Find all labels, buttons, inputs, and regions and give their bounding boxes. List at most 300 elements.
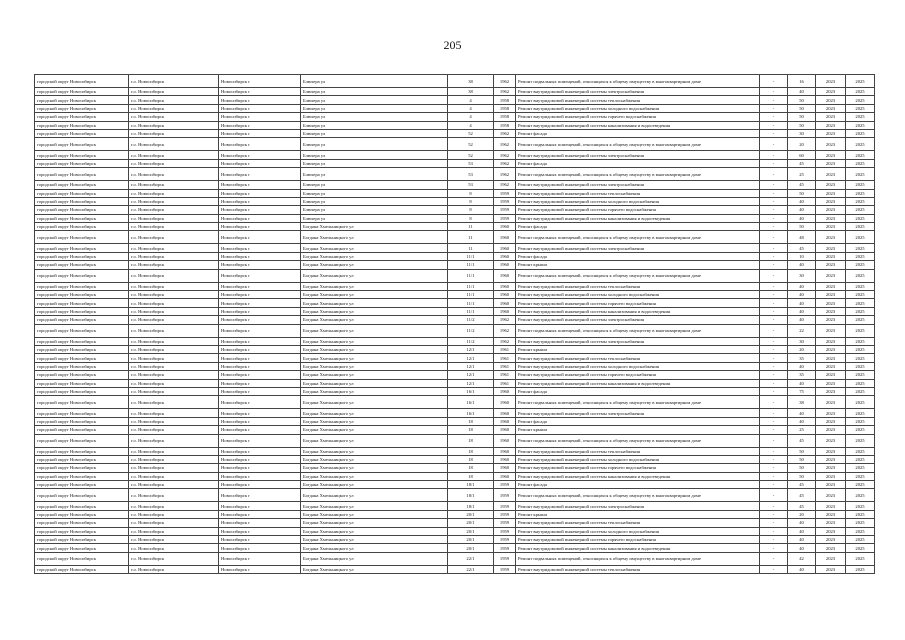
street-cell: Блюхера ул xyxy=(301,206,448,214)
table-row xyxy=(35,510,875,518)
settlement-cell: Новосибирск г xyxy=(219,447,301,455)
street-cell: Богдана Хмельницкого ул xyxy=(301,434,448,447)
dash-cell: - xyxy=(760,489,788,502)
district-cell: городской округ Новосибирск xyxy=(35,96,129,104)
municipality-cell: г.о. Новосибирск xyxy=(129,387,219,395)
street-cell: Богдана Хмельницкого ул xyxy=(301,396,448,409)
end-year-cell: 2025 xyxy=(846,552,875,565)
municipality-cell: г.о. Новосибирск xyxy=(129,527,219,535)
work-type-cell: Ремонт крыши xyxy=(516,426,760,434)
cost-cell: 40 xyxy=(788,379,816,387)
build-year-cell: 1960 xyxy=(494,396,516,409)
municipality-cell: г.о. Новосибирск xyxy=(129,502,219,510)
build-year-cell: 1962 xyxy=(494,181,516,189)
dash-cell: - xyxy=(760,324,788,337)
end-year-cell: 2025 xyxy=(846,481,875,489)
house-number-cell: 8 xyxy=(448,189,494,197)
municipality-cell: г.о. Новосибирск xyxy=(129,371,219,379)
settlement-cell: Новосибирск г xyxy=(219,565,301,573)
build-year-cell: 1962 xyxy=(494,129,516,137)
settlement-cell: Новосибирск г xyxy=(219,387,301,395)
district-cell: городской округ Новосибирск xyxy=(35,324,129,337)
table-row xyxy=(35,536,875,544)
settlement-cell: Новосибирск г xyxy=(219,159,301,167)
table-row xyxy=(35,269,875,282)
start-year-cell: 2023 xyxy=(816,282,846,290)
build-year-cell: 1960 xyxy=(494,434,516,447)
start-year-cell: 2023 xyxy=(816,138,846,151)
house-number-cell: 20/1 xyxy=(448,536,494,544)
district-cell: городской округ Новосибирск xyxy=(35,371,129,379)
work-type-cell: Ремонт внутридомовой инженерной системы теплоснабжения xyxy=(516,447,760,455)
municipality-cell: г.о. Новосибирск xyxy=(129,138,219,151)
build-year-cell: 1959 xyxy=(494,519,516,527)
street-cell: Блюхера ул xyxy=(301,104,448,112)
municipality-cell: г.о. Новосибирск xyxy=(129,168,219,181)
cost-cell: 50 xyxy=(788,96,816,104)
settlement-cell: Новосибирск г xyxy=(219,75,301,88)
cost-cell: 35 xyxy=(788,371,816,379)
cost-cell: 45 xyxy=(788,489,816,502)
end-year-cell: 2025 xyxy=(846,75,875,88)
work-type-cell: Ремонт подвальных помещений, относящихся к общему имуществу в многоквартирном доме xyxy=(516,269,760,282)
build-year-cell: 1960 xyxy=(494,409,516,417)
end-year-cell: 2025 xyxy=(846,244,875,252)
district-cell: городской округ Новосибирск xyxy=(35,316,129,324)
table-row xyxy=(35,282,875,290)
dash-cell: - xyxy=(760,299,788,307)
end-year-cell: 2025 xyxy=(846,181,875,189)
settlement-cell: Новосибирск г xyxy=(219,409,301,417)
street-cell: Блюхера ул xyxy=(301,96,448,104)
end-year-cell: 2025 xyxy=(846,544,875,552)
work-type-cell: Ремонт подвальных помещений, относящихся к общему имуществу в многоквартирном доме xyxy=(516,168,760,181)
start-year-cell: 2023 xyxy=(816,197,846,205)
street-cell: Богдана Хмельницкого ул xyxy=(301,362,448,370)
table-row xyxy=(35,362,875,370)
build-year-cell: 1960 xyxy=(494,223,516,231)
street-cell: Богдана Хмельницкого ул xyxy=(301,536,448,544)
municipality-cell: г.о. Новосибирск xyxy=(129,159,219,167)
build-year-cell: 1962 xyxy=(494,168,516,181)
municipality-cell: г.о. Новосибирск xyxy=(129,181,219,189)
settlement-cell: Новосибирск г xyxy=(219,104,301,112)
municipality-cell: г.о. Новосибирск xyxy=(129,324,219,337)
build-year-cell: 1960 xyxy=(494,261,516,269)
municipality-cell: г.о. Новосибирск xyxy=(129,197,219,205)
build-year-cell: 1960 xyxy=(494,387,516,395)
district-cell: городской округ Новосибирск xyxy=(35,104,129,112)
district-cell: городской округ Новосибирск xyxy=(35,151,129,159)
street-cell: Богдана Хмельницкого ул xyxy=(301,337,448,345)
cost-cell: 50 xyxy=(788,113,816,121)
house-number-cell: 18 xyxy=(448,434,494,447)
dash-cell: - xyxy=(760,387,788,395)
house-number-cell: 22/1 xyxy=(448,552,494,565)
build-year-cell: 1960 xyxy=(494,252,516,260)
cost-cell: 25 xyxy=(788,426,816,434)
settlement-cell: Новосибирск г xyxy=(219,464,301,472)
start-year-cell: 2023 xyxy=(816,409,846,417)
end-year-cell: 2025 xyxy=(846,409,875,417)
build-year-cell: 1959 xyxy=(494,502,516,510)
end-year-cell: 2025 xyxy=(846,345,875,353)
district-cell: городской округ Новосибирск xyxy=(35,362,129,370)
municipality-cell: г.о. Новосибирск xyxy=(129,307,219,315)
table-row xyxy=(35,75,875,88)
street-cell: Блюхера ул xyxy=(301,129,448,137)
settlement-cell: Новосибирск г xyxy=(219,282,301,290)
table-row xyxy=(35,151,875,159)
start-year-cell: 2023 xyxy=(816,502,846,510)
table-row xyxy=(35,527,875,535)
start-year-cell: 2023 xyxy=(816,168,846,181)
work-type-cell: Ремонт внутридомовой инженерной системы канализования и водоотведения xyxy=(516,544,760,552)
build-year-cell: 1962 xyxy=(494,138,516,151)
municipality-cell: г.о. Новосибирск xyxy=(129,552,219,565)
table-row xyxy=(35,337,875,345)
end-year-cell: 2025 xyxy=(846,337,875,345)
street-cell: Богдана Хмельницкого ул xyxy=(301,371,448,379)
work-type-cell: Ремонт внутридомовой инженерной системы горячего водоснабжения xyxy=(516,536,760,544)
dash-cell: - xyxy=(760,536,788,544)
table-row xyxy=(35,544,875,552)
cost-cell: 40 xyxy=(788,417,816,425)
table-row xyxy=(35,316,875,324)
district-cell: городской округ Новосибирск xyxy=(35,291,129,299)
table-row xyxy=(35,138,875,151)
settlement-cell: Новосибирск г xyxy=(219,316,301,324)
start-year-cell: 2023 xyxy=(816,324,846,337)
work-type-cell: Ремонт внутридомовой инженерной системы горячего водоснабжения xyxy=(516,299,760,307)
work-type-cell: Ремонт подвальных помещений, относящихся к общему имуществу в многоквартирном доме xyxy=(516,75,760,88)
start-year-cell: 2023 xyxy=(816,181,846,189)
table-row xyxy=(35,481,875,489)
house-number-cell: 4 xyxy=(448,104,494,112)
table-row xyxy=(35,426,875,434)
start-year-cell: 2023 xyxy=(816,113,846,121)
end-year-cell: 2025 xyxy=(846,197,875,205)
dash-cell: - xyxy=(760,231,788,244)
house-number-cell: 20/1 xyxy=(448,519,494,527)
start-year-cell: 2023 xyxy=(816,396,846,409)
start-year-cell: 2023 xyxy=(816,269,846,282)
dash-cell: - xyxy=(760,544,788,552)
cost-cell: 45 xyxy=(788,502,816,510)
settlement-cell: Новосибирск г xyxy=(219,88,301,96)
cost-cell: 50 xyxy=(788,104,816,112)
table-row xyxy=(35,464,875,472)
district-cell: городской округ Новосибирск xyxy=(35,168,129,181)
house-number-cell: 18 xyxy=(448,472,494,480)
end-year-cell: 2025 xyxy=(846,168,875,181)
settlement-cell: Новосибирск г xyxy=(219,307,301,315)
start-year-cell: 2023 xyxy=(816,519,846,527)
end-year-cell: 2025 xyxy=(846,307,875,315)
dash-cell: - xyxy=(760,291,788,299)
cost-cell: 40 xyxy=(788,565,816,573)
street-cell: Богдана Хмельницкого ул xyxy=(301,345,448,353)
start-year-cell: 2023 xyxy=(816,151,846,159)
settlement-cell: Новосибирск г xyxy=(219,181,301,189)
street-cell: Богдана Хмельницкого ул xyxy=(301,231,448,244)
build-year-cell: 1962 xyxy=(494,151,516,159)
build-year-cell: 1960 xyxy=(494,307,516,315)
settlement-cell: Новосибирск г xyxy=(219,519,301,527)
dash-cell: - xyxy=(760,447,788,455)
district-cell: городской округ Новосибирск xyxy=(35,75,129,88)
dash-cell: - xyxy=(760,75,788,88)
table-row xyxy=(35,299,875,307)
district-cell: городской округ Новосибирск xyxy=(35,189,129,197)
cost-cell: 20 xyxy=(788,510,816,518)
work-type-cell: Ремонт крыши xyxy=(516,345,760,353)
municipality-cell: г.о. Новосибирск xyxy=(129,379,219,387)
build-year-cell: 1959 xyxy=(494,536,516,544)
street-cell: Богдана Хмельницкого ул xyxy=(301,519,448,527)
street-cell: Богдана Хмельницкого ул xyxy=(301,426,448,434)
house-number-cell: 38 xyxy=(448,75,494,88)
dash-cell: - xyxy=(760,223,788,231)
district-cell: городской округ Новосибирск xyxy=(35,455,129,463)
end-year-cell: 2025 xyxy=(846,206,875,214)
start-year-cell: 2023 xyxy=(816,223,846,231)
cost-cell: 50 xyxy=(788,121,816,129)
house-number-cell: 8 xyxy=(448,206,494,214)
settlement-cell: Новосибирск г xyxy=(219,151,301,159)
street-cell: Богдана Хмельницкого ул xyxy=(301,544,448,552)
district-cell: городской округ Новосибирск xyxy=(35,464,129,472)
street-cell: Богдана Хмельницкого ул xyxy=(301,299,448,307)
settlement-cell: Новосибирск г xyxy=(219,426,301,434)
settlement-cell: Новосибирск г xyxy=(219,371,301,379)
work-type-cell: Ремонт внутридомовой инженерной системы электроснабжения xyxy=(516,337,760,345)
dash-cell: - xyxy=(760,96,788,104)
build-year-cell: 1961 xyxy=(494,379,516,387)
settlement-cell: Новосибирск г xyxy=(219,244,301,252)
table-row xyxy=(35,168,875,181)
dash-cell: - xyxy=(760,168,788,181)
street-cell: Богдана Хмельницкого ул xyxy=(301,409,448,417)
cost-cell: 40 xyxy=(788,536,816,544)
district-cell: городской округ Новосибирск xyxy=(35,244,129,252)
work-type-cell: Ремонт внутридомовой инженерной системы холодного водоснабжения xyxy=(516,527,760,535)
table-row xyxy=(35,565,875,573)
dash-cell: - xyxy=(760,269,788,282)
build-year-cell: 1960 xyxy=(494,231,516,244)
street-cell: Богдана Хмельницкого ул xyxy=(301,527,448,535)
district-cell: городской округ Новосибирск xyxy=(35,434,129,447)
start-year-cell: 2023 xyxy=(816,345,846,353)
build-year-cell: 1959 xyxy=(494,544,516,552)
district-cell: городской округ Новосибирск xyxy=(35,519,129,527)
street-cell: Богдана Хмельницкого ул xyxy=(301,252,448,260)
settlement-cell: Новосибирск г xyxy=(219,510,301,518)
municipality-cell: г.о. Новосибирск xyxy=(129,536,219,544)
dash-cell: - xyxy=(760,409,788,417)
dash-cell: - xyxy=(760,206,788,214)
work-type-cell: Ремонт внутридомовой инженерной системы канализования и водоотведения xyxy=(516,121,760,129)
start-year-cell: 2023 xyxy=(816,417,846,425)
municipality-cell: г.о. Новосибирск xyxy=(129,447,219,455)
end-year-cell: 2025 xyxy=(846,129,875,137)
district-cell: городской округ Новосибирск xyxy=(35,502,129,510)
dash-cell: - xyxy=(760,88,788,96)
cost-cell: 50 xyxy=(788,472,816,480)
house-number-cell: 12/1 xyxy=(448,371,494,379)
house-number-cell: 18 xyxy=(448,417,494,425)
start-year-cell: 2023 xyxy=(816,371,846,379)
start-year-cell: 2023 xyxy=(816,447,846,455)
dash-cell: - xyxy=(760,510,788,518)
table-row xyxy=(35,345,875,353)
municipality-cell: г.о. Новосибирск xyxy=(129,565,219,573)
district-cell: городской округ Новосибирск xyxy=(35,337,129,345)
work-type-cell: Ремонт внутридомовой инженерной системы теплоснабжения xyxy=(516,565,760,573)
start-year-cell: 2023 xyxy=(816,316,846,324)
table-row xyxy=(35,396,875,409)
district-cell: городской округ Новосибирск xyxy=(35,121,129,129)
municipality-cell: г.о. Новосибирск xyxy=(129,291,219,299)
end-year-cell: 2025 xyxy=(846,434,875,447)
settlement-cell: Новосибирск г xyxy=(219,206,301,214)
district-cell: городской округ Новосибирск xyxy=(35,214,129,222)
district-cell: городской округ Новосибирск xyxy=(35,426,129,434)
start-year-cell: 2023 xyxy=(816,206,846,214)
municipality-cell: г.о. Новосибирск xyxy=(129,316,219,324)
dash-cell: - xyxy=(760,337,788,345)
end-year-cell: 2025 xyxy=(846,354,875,362)
municipality-cell: г.о. Новосибирск xyxy=(129,104,219,112)
cost-cell: 50 xyxy=(788,223,816,231)
build-year-cell: 1960 xyxy=(494,244,516,252)
district-cell: городской округ Новосибирск xyxy=(35,282,129,290)
build-year-cell: 1958 xyxy=(494,113,516,121)
table-row xyxy=(35,96,875,104)
dash-cell: - xyxy=(760,104,788,112)
build-year-cell: 1962 xyxy=(494,324,516,337)
house-number-cell: 11/1 xyxy=(448,307,494,315)
district-cell: городской округ Новосибирск xyxy=(35,252,129,260)
dash-cell: - xyxy=(760,197,788,205)
end-year-cell: 2025 xyxy=(846,510,875,518)
cost-cell: 10 xyxy=(788,252,816,260)
settlement-cell: Новосибирск г xyxy=(219,337,301,345)
end-year-cell: 2025 xyxy=(846,113,875,121)
municipality-cell: г.о. Новосибирск xyxy=(129,417,219,425)
dash-cell: - xyxy=(760,472,788,480)
street-cell: Богдана Хмельницкого ул xyxy=(301,510,448,518)
table-row xyxy=(35,121,875,129)
cost-cell: 40 xyxy=(788,291,816,299)
district-cell: городской округ Новосибирск xyxy=(35,409,129,417)
build-year-cell: 1959 xyxy=(494,510,516,518)
district-cell: городской округ Новосибирск xyxy=(35,417,129,425)
table-row xyxy=(35,104,875,112)
street-cell: Блюхера ул xyxy=(301,121,448,129)
cost-cell: 45 xyxy=(788,244,816,252)
district-cell: городской округ Новосибирск xyxy=(35,223,129,231)
settlement-cell: Новосибирск г xyxy=(219,489,301,502)
table-row xyxy=(35,519,875,527)
dash-cell: - xyxy=(760,371,788,379)
work-type-cell: Ремонт фасада xyxy=(516,387,760,395)
work-type-cell: Ремонт фасада xyxy=(516,129,760,137)
house-number-cell: 53 xyxy=(448,159,494,167)
start-year-cell: 2023 xyxy=(816,464,846,472)
settlement-cell: Новосибирск г xyxy=(219,197,301,205)
build-year-cell: 1959 xyxy=(494,565,516,573)
house-number-cell: 12/1 xyxy=(448,362,494,370)
end-year-cell: 2025 xyxy=(846,502,875,510)
table-row xyxy=(35,371,875,379)
house-number-cell: 18 xyxy=(448,464,494,472)
district-cell: городской округ Новосибирск xyxy=(35,197,129,205)
table-row xyxy=(35,88,875,96)
street-cell: Богдана Хмельницкого ул xyxy=(301,447,448,455)
settlement-cell: Новосибирск г xyxy=(219,434,301,447)
end-year-cell: 2025 xyxy=(846,536,875,544)
street-cell: Богдана Хмельницкого ул xyxy=(301,489,448,502)
end-year-cell: 2025 xyxy=(846,96,875,104)
municipality-cell: г.о. Новосибирск xyxy=(129,481,219,489)
municipality-cell: г.о. Новосибирск xyxy=(129,362,219,370)
municipality-cell: г.о. Новосибирск xyxy=(129,282,219,290)
start-year-cell: 2023 xyxy=(816,231,846,244)
dash-cell: - xyxy=(760,417,788,425)
dash-cell: - xyxy=(760,396,788,409)
settlement-cell: Новосибирск г xyxy=(219,252,301,260)
build-year-cell: 1959 xyxy=(494,197,516,205)
end-year-cell: 2025 xyxy=(846,299,875,307)
table-row xyxy=(35,502,875,510)
house-number-cell: 52 xyxy=(448,129,494,137)
end-year-cell: 2025 xyxy=(846,269,875,282)
dash-cell: - xyxy=(760,464,788,472)
house-number-cell: 53 xyxy=(448,181,494,189)
dash-cell: - xyxy=(760,481,788,489)
start-year-cell: 2023 xyxy=(816,307,846,315)
cost-cell: 40 xyxy=(788,299,816,307)
street-cell: Богдана Хмельницкого ул xyxy=(301,502,448,510)
house-number-cell: 20/1 xyxy=(448,544,494,552)
work-type-cell: Ремонт фасада xyxy=(516,417,760,425)
start-year-cell: 2023 xyxy=(816,214,846,222)
street-cell: Богдана Хмельницкого ул xyxy=(301,464,448,472)
dash-cell: - xyxy=(760,565,788,573)
work-type-cell: Ремонт подвальных помещений, относящихся к общему имуществу в многоквартирном доме xyxy=(516,231,760,244)
build-year-cell: 1960 xyxy=(494,291,516,299)
build-year-cell: 1961 xyxy=(494,362,516,370)
dash-cell: - xyxy=(760,426,788,434)
work-type-cell: Ремонт крыши xyxy=(516,261,760,269)
cost-cell: 60 xyxy=(788,151,816,159)
work-type-cell: Ремонт подвальных помещений, относящихся к общему имуществу в многоквартирном доме xyxy=(516,138,760,151)
cost-cell: 40 xyxy=(788,316,816,324)
district-cell: городской округ Новосибирск xyxy=(35,387,129,395)
municipality-cell: г.о. Новосибирск xyxy=(129,252,219,260)
end-year-cell: 2025 xyxy=(846,261,875,269)
house-number-cell: 53 xyxy=(448,168,494,181)
cost-cell: 45 xyxy=(788,481,816,489)
house-number-cell: 18 xyxy=(448,426,494,434)
municipality-cell: г.о. Новосибирск xyxy=(129,206,219,214)
settlement-cell: Новосибирск г xyxy=(219,354,301,362)
start-year-cell: 2023 xyxy=(816,252,846,260)
end-year-cell: 2025 xyxy=(846,455,875,463)
cost-cell: 35 xyxy=(788,354,816,362)
street-cell: Богдана Хмельницкого ул xyxy=(301,354,448,362)
